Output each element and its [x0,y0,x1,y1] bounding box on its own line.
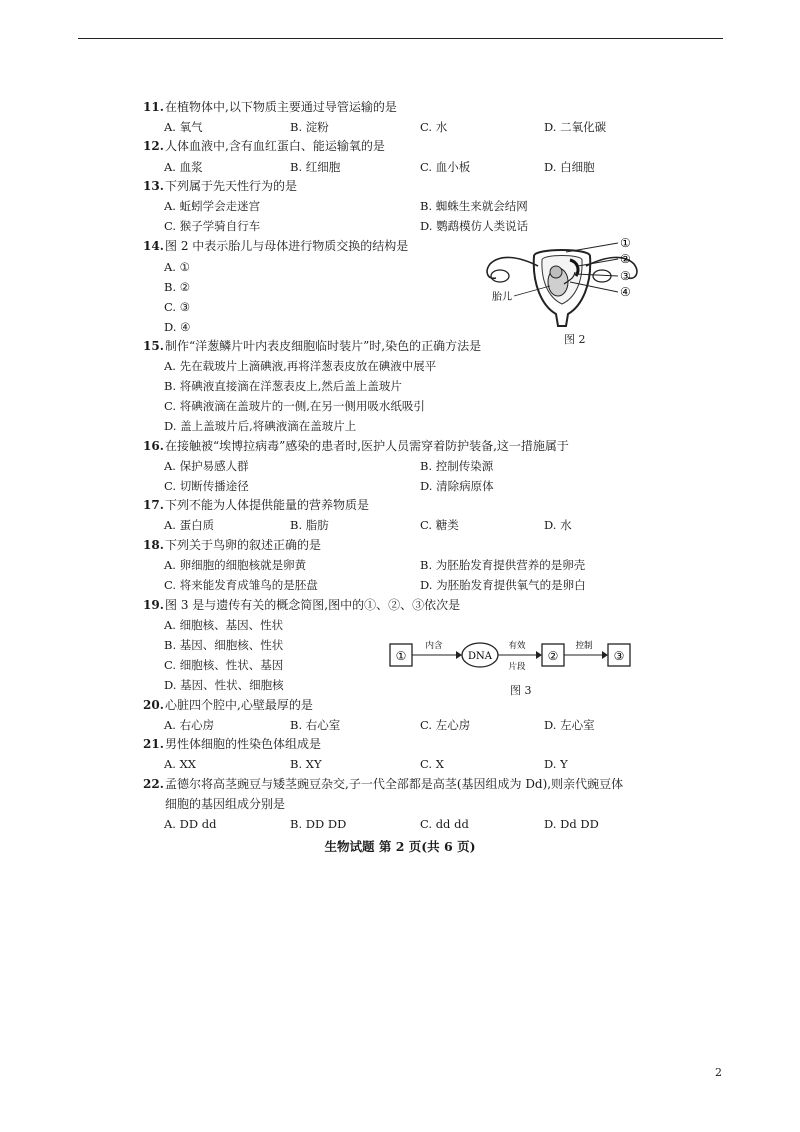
option: C. 糖类 [420,518,459,532]
leader-line [566,243,618,252]
option: D. 水 [544,518,572,532]
option: D. Dd DD [544,817,599,831]
question-12: 12.人体血液中,含有血红蛋白、能运输氧的是 [143,139,385,153]
box-3-label: ③ [613,649,625,663]
option: B. 红细胞 [290,160,341,174]
marker-3: ③ [620,269,631,283]
question-18: 18.下列关于鸟卵的叙述正确的是 [143,538,322,552]
option: A. 保护易感人群 [164,459,249,473]
option: D. 二氧化碳 [544,120,607,134]
right-ovary [593,270,611,282]
uterus-diagram [478,234,648,334]
arrow-3-label: 控制 [575,641,593,651]
question-11: 11.在植物体中,以下物质主要通过导管运输的是 [143,100,397,114]
option: D. 白细胞 [544,160,595,174]
option: C. ③ [164,300,191,314]
question-14: 14.图 2 中表示胎儿与母体进行物质交换的结构是 [143,239,409,253]
box-1-label: ① [395,649,407,663]
genetics-concept-diagram [386,634,636,678]
figure-2-caption: 图 2 [564,333,586,346]
question-15: 15.制作“洋葱鳞片叶内表皮细胞临时装片”时,染色的正确方法是 [143,339,482,353]
page-footer: 生物试题 第 2 页(共 6 页) [324,839,476,854]
question-22-continued: 细胞的基因组成分别是 [165,797,286,811]
arrow-1-head [456,651,462,659]
option: A. 氧气 [164,120,203,134]
marker-4: ④ [620,285,631,299]
arrow-3-head [602,651,608,659]
option: B. 为胚胎发育提供营养的是卵壳 [420,558,586,572]
arrow-1-label: 内含 [425,641,443,651]
option: B. 蜘蛛生来就会结网 [420,199,528,213]
option: B. ② [164,280,191,294]
option: A. ① [164,260,190,274]
option: D. Y [544,757,568,771]
option: A. 蚯蚓学会走迷宫 [164,199,261,213]
fetus-head [550,266,562,278]
question-20: 20.心脏四个腔中,心壁最厚的是 [143,698,313,712]
marker-2: ② [620,252,631,266]
option: B. 基因、细胞核、性状 [164,638,284,652]
option: C. 切断传播途径 [164,479,249,493]
option: C. 细胞核、性状、基因 [164,658,284,672]
option: D. 基因、性状、细胞核 [164,678,284,692]
left-tube [487,257,538,278]
question-22: 22.孟德尔将高茎豌豆与矮茎豌豆杂交,子一代全部都是高茎(基因组成为 Dd),则亲代豌豆体 [143,777,624,791]
option: A. 右心房 [164,718,215,732]
option: D. 左心室 [544,718,595,732]
question-21: 21.男性体细胞的性染色体组成是 [143,737,322,751]
option: B. 淀粉 [290,120,329,134]
option: C. 猴子学骑自行车 [164,219,261,233]
option: A. XX [164,757,196,771]
page-number: 2 [715,1066,722,1079]
option: B. 右心室 [290,718,341,732]
question-13: 13.下列属于先天性行为的是 [143,179,298,193]
option: A. 细胞核、基因、性状 [164,618,284,632]
option: C. X [420,757,444,771]
option: C. 血小板 [420,160,471,174]
option: A. 先在载玻片上滴碘液,再将洋葱表皮放在碘液中展平 [164,359,437,373]
option: C. 将碘液滴在盖玻片的一侧,在另一侧用吸水纸吸引 [164,399,425,413]
option: D. 盖上盖玻片后,将碘液滴在盖玻片上 [164,419,357,433]
left-ovary [491,270,509,282]
arrow-2-head [536,651,542,659]
question-19: 19.图 3 是与遗传有关的概念简图,图中的①、②、③依次是 [143,598,461,612]
figure-3-caption: 图 3 [510,684,532,697]
option: C. 水 [420,120,448,134]
option: C. 左心房 [420,718,471,732]
option: D. 清除病原体 [420,479,494,493]
option: C. dd dd [420,817,469,831]
option: D. 鹦鹉模仿人类说话 [420,219,529,233]
question-16: 16.在接触被“埃博拉病毒”感染的患者时,医护人员需穿着防护装备,这一措施属于 [143,439,569,453]
option: A. DD dd [164,817,217,831]
option: D. 为胚胎发育提供氧气的是卵白 [420,578,586,592]
option: D. ④ [164,320,191,334]
option: B. XY [290,757,322,771]
option: B. 脂肪 [290,518,329,532]
arrow-2-label-bottom: 片段 [508,662,526,672]
option: B. DD DD [290,817,347,831]
marker-1: ① [620,236,631,250]
option: C. 将来能发育成雏鸟的是胚盘 [164,578,318,592]
option: A. 蛋白质 [164,518,215,532]
fetus-label: 胎儿 [492,292,512,303]
box-2-label: ② [547,649,559,663]
option: A. 血浆 [164,160,203,174]
dna-label: DNA [468,651,492,662]
arrow-2-label-top: 有效 [508,641,526,651]
option: B. 控制传染源 [420,459,494,473]
leader-line [514,286,550,296]
option: A. 卵细胞的细胞核就是卵黄 [164,558,307,572]
option: B. 将碘液直接滴在洋葱表皮上,然后盖上盖玻片 [164,379,402,393]
question-17: 17.下列不能为人体提供能量的营养物质是 [143,498,370,512]
